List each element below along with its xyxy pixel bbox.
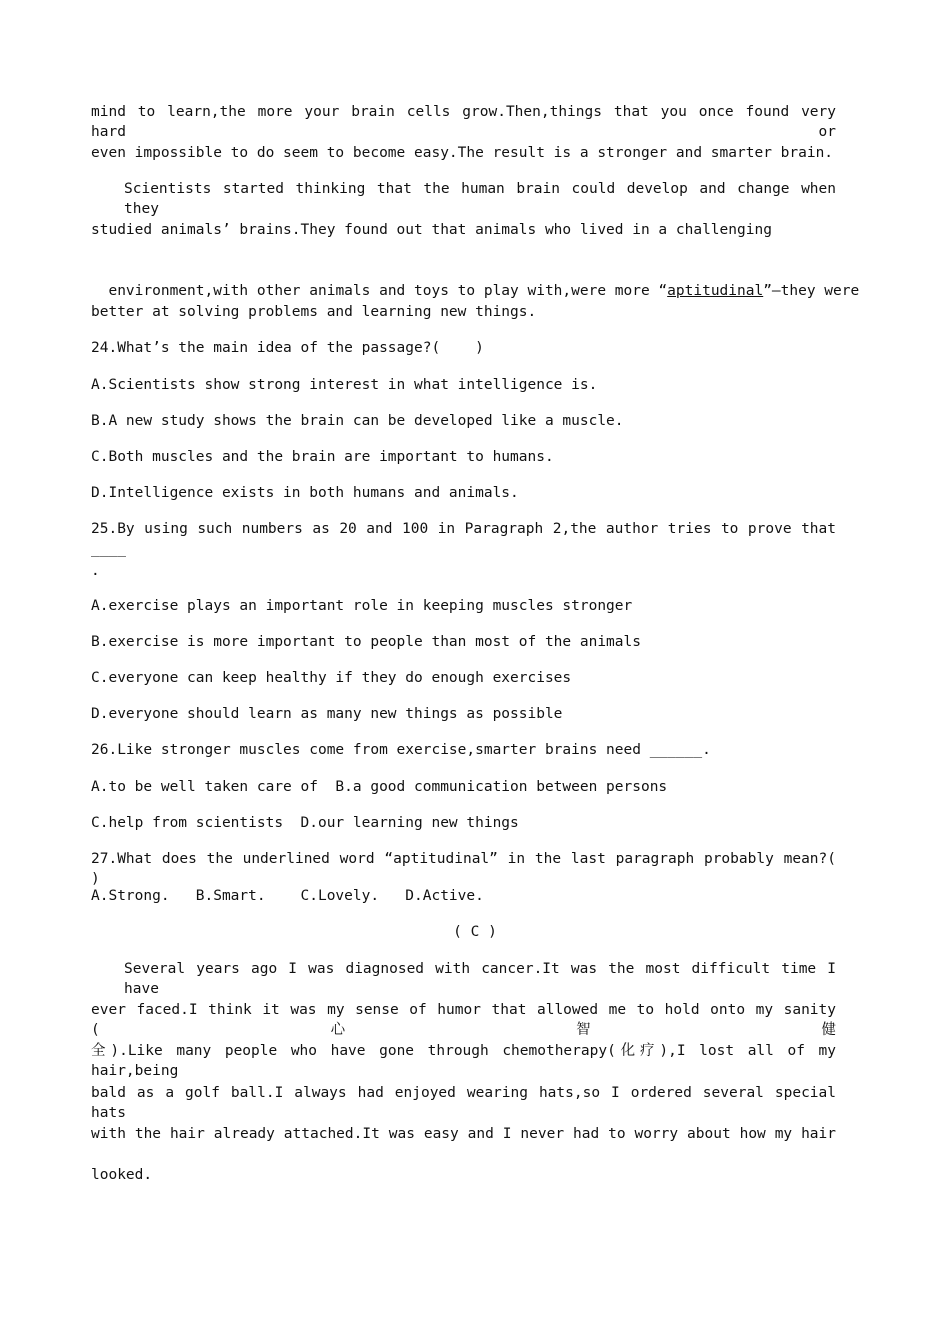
question-24-option-a: A.Scientists show strong interest in what intelligence is. — [91, 377, 598, 393]
passage-line: even impossible to do seem to become easy.The result is a stronger and smarter brain. — [91, 145, 834, 161]
question-25-stem: 25.By using such numbers as 20 and 100 in Paragraph 2,the author tries to prove that ____ — [91, 521, 836, 557]
passage-line — [91, 261, 859, 301]
question-26-stem: 26.Like stronger muscles come from exercise,smarter brains need ______. — [91, 742, 711, 758]
passage-line: mind to learn,the more your brain cells grow.Then,things that you once found very hard or — [91, 104, 836, 140]
passage-line: 全).Like many people who have gone through chemotherapy(化疗),I lost all of my hair,being — [91, 1043, 836, 1079]
section-heading: ( C ) — [453, 924, 497, 940]
passage-line: bald as a golf ball.I always had enjoyed wearing hats,so I ordered several special hats — [91, 1085, 836, 1121]
question-25-option-c: C.everyone can keep healthy if they do enough exercises — [91, 670, 572, 686]
passage-line: studied animals’ brains.They found out that animals who lived in a challenging — [91, 222, 772, 238]
passage-line: with the hair already attached.It was easy and I never had to worry about how my hair — [91, 1126, 836, 1142]
underlined-word: aptitudinal — [667, 283, 764, 299]
passage-line: better at solving problems and learning new things. — [91, 304, 537, 320]
passage-text: ”—they were — [763, 283, 860, 299]
passage-line: Several years ago I was diagnosed with cancer.It was the most difficult time I have — [124, 961, 836, 997]
passage-text: environment,with other animals and toys to play with,were more “ — [108, 283, 668, 299]
question-25-option-b: B.exercise is more important to people than most of the animals — [91, 634, 641, 650]
question-24-option-d: D.Intelligence exists in both humans and animals. — [91, 485, 519, 501]
question-27-options: A.Strong. B.Smart. C.Lovely. D.Active. — [91, 888, 484, 904]
question-26-options-cd: C.help from scientists D.our learning new things — [91, 815, 519, 831]
question-26-options-ab: A.to be well taken care of B.a good communication between persons — [91, 779, 668, 795]
question-24-option-b: B.A new study shows the brain can be developed like a muscle. — [91, 413, 624, 429]
question-25-option-a: A.exercise plays an important role in keeping muscles stronger — [91, 598, 633, 614]
passage-line: looked. — [91, 1167, 153, 1183]
question-24-option-c: C.Both muscles and the brain are important to humans. — [91, 449, 554, 465]
question-25-option-d: D.everyone should learn as many new things as possible — [91, 706, 563, 722]
passage-line: Scientists started thinking that the human brain could develop and change when they — [124, 181, 836, 217]
question-24-stem: 24.What’s the main idea of the passage?( ) — [91, 340, 484, 356]
question-25-stem-end: . — [91, 563, 100, 579]
passage-line: ever faced.I think it was my sense of humor that allowed me to hold onto my sanity (心智健 — [91, 1002, 836, 1038]
question-27-stem: 27.What does the underlined word “aptitudinal” in the last paragraph probably mean?( ) — [91, 851, 836, 887]
